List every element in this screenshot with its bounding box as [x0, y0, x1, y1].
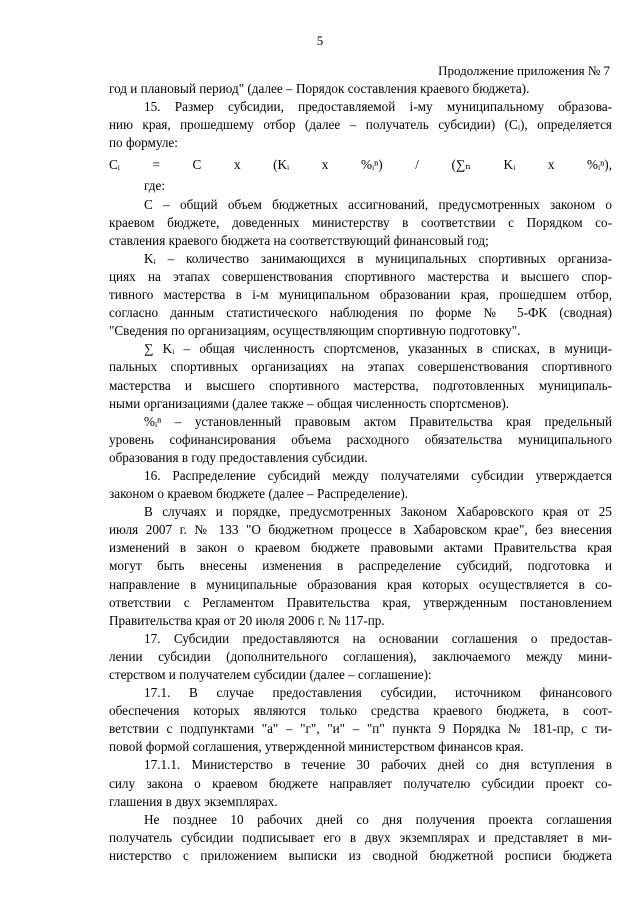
page-number: 5: [316, 33, 324, 48]
text-line: где:: [144, 178, 165, 194]
text-line: Правительства края от 20 июля 2006 г. № 117-пр.: [109, 612, 385, 628]
text-line: нистерство с приложением выписки из сводной бюджетной росписи бюджета: [109, 847, 612, 863]
text-line: ными организациями (далее также – общая численность спортсменов).: [109, 395, 510, 411]
text-line: ставления краевого бюджета на соответствующий финансовый год;: [109, 232, 489, 248]
text-line: Не позднее 10 рабочих дней со дня получения проекта соглашения: [144, 811, 612, 827]
text-line: тивного мастерства в i-м муниципальном образовании края, прошедшем отбор,: [109, 287, 612, 303]
text-line: глашения в двух экземплярах.: [109, 793, 278, 809]
text-line: краевом бюджете, доведенных министерству в соответствии с Порядком со-: [109, 214, 612, 230]
text-line: Kᵢ – количество занимающихся в муниципальных спортивных организа-: [144, 250, 612, 266]
text-line: 16. Распределение субсидий между получателями субсидии утверждается: [144, 467, 612, 483]
text-line: по формуле:: [109, 135, 178, 151]
text-line: лении субсидии (дополнительного соглашения), заключаемого между мини-: [109, 648, 612, 664]
text-line: могут быть внесены изменения в распределение субсидий, подготовка и: [109, 558, 612, 574]
text-line: ответствии с Регламентом Правительства края, утвержденным постановлением: [109, 594, 612, 610]
document-body: [109, 80, 612, 865]
text-line: июля 2007 г. № 133 "О бюджетном процессе в Хабаровском крае", без внесения: [109, 522, 612, 538]
text-line: повой формой соглашения, утвержденной министерством финансов края.: [109, 739, 524, 755]
text-line: согласно данным статистического наблюдения по форме № 5-ФК (сводная): [109, 305, 612, 321]
text-line: 17.1. В случае предоставления субсидии, источником финансового: [144, 685, 612, 701]
text-line: В случаях и порядке, предусмотренных Законом Хабаровского края от 25: [144, 504, 612, 520]
text-line: C – общий объем бюджетных ассигнований, предусмотренных законом о: [144, 196, 612, 212]
text-line: нию края, прошедшему отбор (далее – получатель субсидии) (Cᵢ), определяется: [109, 117, 612, 133]
appendix-continuation-label: Продолжение приложения № 7: [438, 63, 610, 78]
text-line: %ᵢⁿ – установленный правовым актом Правительства края предельный: [144, 413, 612, 429]
text-line: год и плановый период" (далее – Порядок составления краевого бюджета).: [109, 81, 530, 96]
text-line: обеспечения которых являются только средства краевого бюджета, в соот-: [109, 703, 612, 719]
text-line: мастерства и высшего спортивного мастерства, подготовленных муниципаль-: [109, 377, 612, 393]
text-line: уровень софинансирования объема расходного обязательства муниципального: [109, 431, 612, 447]
text-line: пальных спортивных организациях на этапах совершенствования спортивного: [109, 359, 612, 375]
text-line: изменений в закон о краевом бюджете правовыми актами Правительства края: [109, 540, 612, 556]
text-line: 17.1.1. Министерство в течение 30 рабочих дней со дня вступления в: [144, 757, 612, 773]
text-line: законом о краевом бюджете (далее – Распределение).: [109, 486, 409, 502]
text-line: образования в году предоставления субсидии.: [109, 449, 368, 465]
text-line: ∑ Kᵢ – общая численность спортсменов, указанных в списках, в муници-: [144, 341, 612, 357]
text-line: стерством и получателем субсидии (далее – соглашение):: [109, 667, 432, 682]
text-line: циях на этапах совершенствования спортивного мастерства и высшего спор-: [109, 268, 612, 284]
text-line: "Сведения по организациям, осуществляющим спортивную подготовку".: [109, 323, 521, 339]
text-line: Cᵢ = C x (Kᵢ x %ᵢⁿ) / (∑ₙ Kᵢ x %ᵢⁿ),: [109, 157, 612, 173]
text-line: ветствии с подпунктами "а" – "г", "и" – "п" пункта 9 Порядка № 181-пр, с ти-: [109, 721, 612, 737]
text-line: 17. Субсидии предоставляются на основании соглашения о предостав-: [144, 630, 612, 646]
text-line: силу закона о краевом бюджете направляет получателю субсидии проект со-: [109, 775, 612, 791]
text-line: получатель субсидии подписывает его в двух экземплярах и представляет в ми-: [109, 829, 612, 845]
text-line: направление в муниципальные образования края которых осуществляется в со-: [109, 576, 612, 592]
text-line: 15. Размер субсидии, предоставляемой i-му муниципальному образова-: [144, 99, 612, 115]
